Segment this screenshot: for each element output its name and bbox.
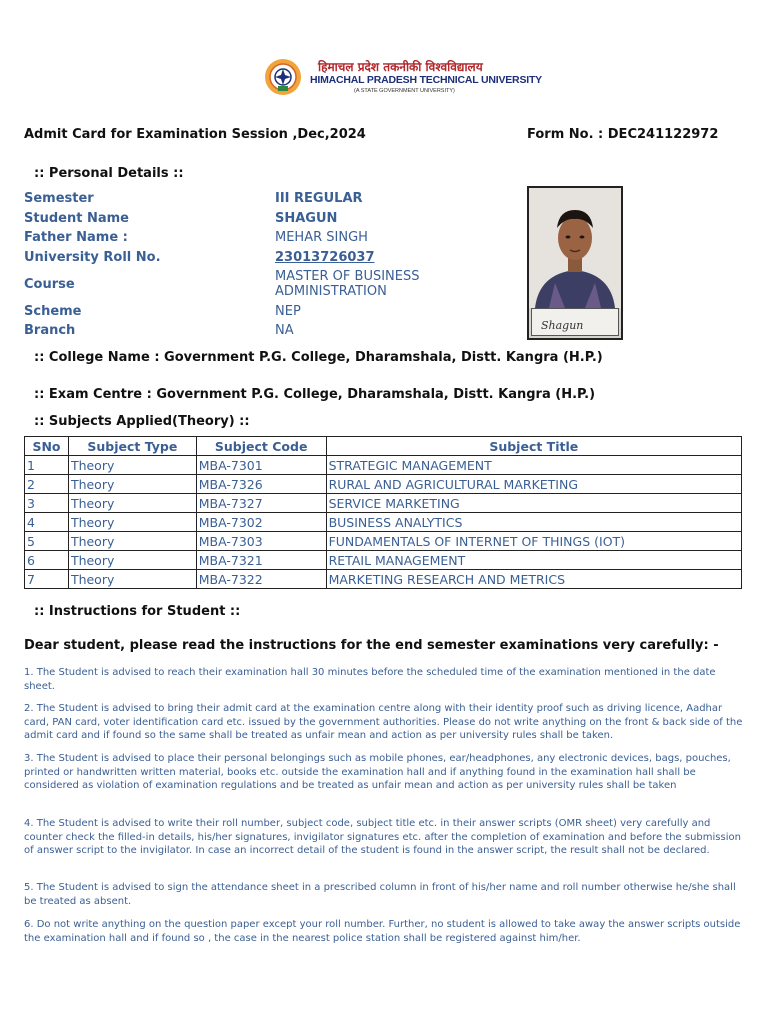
subject-title-cell: SERVICE MARKETING [326, 494, 741, 513]
table-row [25, 551, 742, 570]
subject-title-cell: STRATEGIC MANAGEMENT [326, 456, 741, 475]
subject-type-cell: Theory [68, 570, 196, 589]
roll-number-label: University Roll No. [24, 250, 161, 265]
student-portrait-icon [529, 188, 621, 308]
student-name-value: SHAGUN [275, 211, 338, 226]
subject-title-cell: RETAIL MANAGEMENT [326, 551, 741, 570]
personal-details-heading: :: Personal Details :: [34, 166, 184, 181]
course-value-line1: MASTER OF BUSINESS [275, 269, 420, 284]
subject-code-cell: MBA-7327 [196, 494, 326, 513]
subject-title-cell: BUSINESS ANALYTICS [326, 513, 741, 532]
sno-cell: 7 [25, 570, 69, 589]
subjects-heading: :: Subjects Applied(Theory) :: [34, 414, 250, 429]
subject-type-cell: Theory [68, 532, 196, 551]
sno-cell: 2 [25, 475, 69, 494]
subject-code-cell: MBA-7322 [196, 570, 326, 589]
column-header: Subject Type [68, 437, 196, 456]
semester-value: III REGULAR [275, 191, 363, 206]
sno-cell: 1 [25, 456, 69, 475]
instructions-heading: :: Instructions for Student :: [34, 604, 241, 619]
sno-cell: 4 [25, 513, 69, 532]
subject-code-cell: MBA-7302 [196, 513, 326, 532]
instruction-item-2: 2. The Student is advised to bring their admit card at the examination centre along with their identity proof such as driving licence, Aadhar card, PAN card, voter identification card etc. issued by the government authorities. Please do not write anything on the front & back side of the admit card and if found so the same shall be treated as unfair mean and action as per university rules shall be taken. [24, 703, 743, 741]
form-number: Form No. : DEC241122972 [527, 127, 719, 142]
instruction-item-1: 1. The Student is advised to reach their examination hall 30 minutes before the scheduled time of the examination mentioned in the date sheet. [24, 667, 716, 692]
subject-code-cell: MBA-7326 [196, 475, 326, 494]
student-photo [527, 186, 623, 340]
university-seal-icon [264, 58, 302, 96]
admit-card-title: Admit Card for Examination Session ,Dec,2024 [24, 127, 366, 142]
table-row [25, 456, 742, 475]
branch-value: NA [275, 323, 294, 338]
scheme-label: Scheme [24, 304, 82, 319]
column-header: Subject Title [326, 437, 741, 456]
table-row [25, 532, 742, 551]
subject-code-cell: MBA-7301 [196, 456, 326, 475]
table-row [25, 475, 742, 494]
instructions-intro: Dear student, please read the instructions for the end semester examinations very carefully: - [24, 638, 719, 653]
father-name-label: Father Name : [24, 230, 128, 245]
subject-title-cell: RURAL AND AGRICULTURAL MARKETING [326, 475, 741, 494]
university-logo [264, 58, 542, 100]
instruction-item-4: 4. The Student is advised to write their roll number, subject code, subject title etc. in their answer scripts (OMR sheet) very carefully and counter check the filled-in details, his/her signatures, invigilator signatures etc. after the completion of examination and before the submission of answer script to the invigilator. In case an incorrect detail of the student is found in the answer script, the result shall not be declared. [24, 818, 741, 856]
university-subtitle: (A STATE GOVERNMENT UNIVERSITY) [354, 88, 455, 94]
sno-cell: 3 [25, 494, 69, 513]
exam-centre: :: Exam Centre : Government P.G. College, Dharamshala, Distt. Kangra (H.P.) [34, 387, 596, 402]
sno-cell: 6 [25, 551, 69, 570]
university-name-hindi: हिमाचल प्रदेश तकनीकी विश्वविद्यालय [318, 60, 483, 74]
course-value-line2: ADMINISTRATION [275, 284, 387, 299]
semester-label: Semester [24, 191, 94, 206]
subject-title-cell: MARKETING RESEARCH AND METRICS [326, 570, 741, 589]
course-label: Course [24, 277, 75, 292]
subject-type-cell: Theory [68, 456, 196, 475]
instruction-item-5: 5. The Student is advised to sign the attendance sheet in a prescribed column in front of his/her name and roll number otherwise he/she shall be treated as absent. [24, 882, 736, 907]
college-name: :: College Name : Government P.G. College, Dharamshala, Distt. Kangra (H.P.) [34, 350, 603, 365]
branch-label: Branch [24, 323, 76, 338]
subject-code-cell: MBA-7303 [196, 532, 326, 551]
university-name: HIMACHAL PRADESH TECHNICAL UNIVERSITY [310, 74, 542, 86]
subject-title-cell: FUNDAMENTALS OF INTERNET OF THINGS (IOT) [326, 532, 741, 551]
subject-type-cell: Theory [68, 513, 196, 532]
table-row [25, 494, 742, 513]
subject-type-cell: Theory [68, 494, 196, 513]
table-header-row [25, 437, 742, 456]
scheme-value: NEP [275, 304, 301, 319]
subjects-table [24, 436, 742, 589]
column-header: SNo [25, 437, 69, 456]
sno-cell: 5 [25, 532, 69, 551]
table-row [25, 570, 742, 589]
subject-type-cell: Theory [68, 551, 196, 570]
instruction-item-6: 6. Do not write anything on the question paper except your roll number. Further, no student is allowed to take away the answer scripts outside the examination hall and if found so , the case in the nearest police station shall be registered against him/her. [24, 919, 741, 944]
roll-number-value: 23013726037 [275, 250, 375, 265]
table-row [25, 513, 742, 532]
subject-type-cell: Theory [68, 475, 196, 494]
instruction-item-3: 3. The Student is advised to place their personal belongings such as mobile phones, ear/headphones, any electronic devices, bags, pouches, printed or handwritten written material, books etc. outside the examination hall and if anything found in the examination hall shall be considered as violation of examination regulations and be treated as unfair mean and action as per university rules shall be taken [24, 753, 731, 791]
column-header: Subject Code [196, 437, 326, 456]
subject-code-cell: MBA-7321 [196, 551, 326, 570]
signature-text: Shagun [541, 319, 584, 332]
student-name-label: Student Name [24, 211, 129, 226]
father-name-value: MEHAR SINGH [275, 230, 368, 245]
